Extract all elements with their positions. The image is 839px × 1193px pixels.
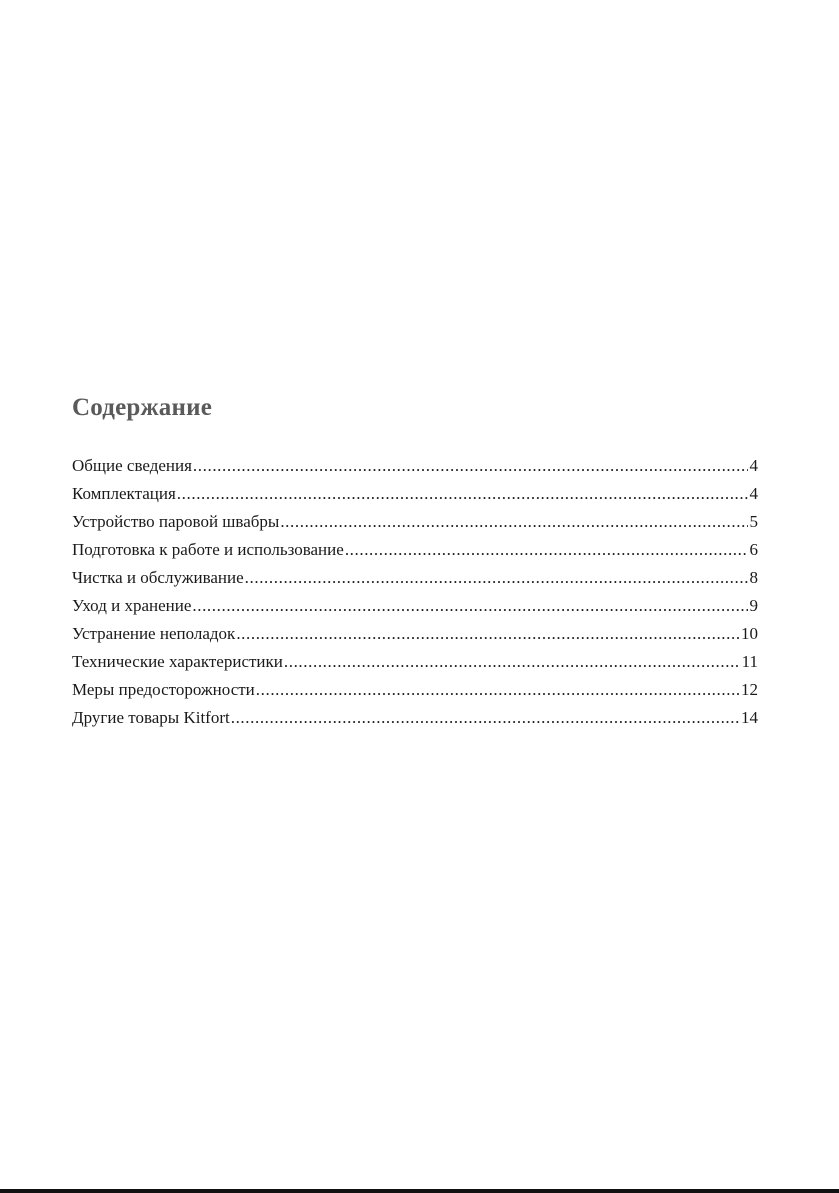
toc-entry[interactable] — [72, 452, 758, 480]
toc-entry[interactable] — [72, 592, 758, 620]
toc-entry-page: 4 — [749, 484, 758, 503]
dot-leader — [256, 676, 739, 704]
toc-entry[interactable] — [72, 620, 758, 648]
dot-leader — [345, 536, 748, 564]
dot-leader — [280, 508, 747, 536]
toc-entry[interactable] — [72, 564, 758, 592]
toc-entry-page: 11 — [741, 652, 758, 671]
toc-entry-page: 4 — [749, 456, 758, 475]
dot-leader — [177, 480, 748, 508]
table-of-contents — [72, 452, 758, 732]
toc-title: Содержание — [72, 394, 213, 421]
toc-entry-page: 5 — [749, 512, 758, 531]
dot-leader — [231, 704, 739, 732]
toc-entry-label: Устранение неполадок — [72, 624, 236, 643]
dot-leader — [284, 648, 740, 676]
toc-entry-page: 14 — [741, 708, 758, 727]
toc-entry-page: 6 — [749, 540, 758, 559]
toc-entry-label: Меры предосторожности — [72, 680, 255, 699]
toc-entry[interactable] — [72, 648, 758, 676]
toc-entry-page: 12 — [741, 680, 758, 699]
toc-entry-label: Другие товары Kitfort — [72, 708, 230, 727]
toc-entry-label: Чистка и обслуживание — [72, 568, 244, 587]
toc-entry[interactable] — [72, 480, 758, 508]
toc-entry-label: Подготовка к работе и использование — [72, 540, 344, 559]
toc-entry-page: 8 — [749, 568, 758, 587]
toc-entry[interactable] — [72, 676, 758, 704]
toc-entry-label: Уход и хранение — [72, 596, 192, 615]
toc-entry[interactable] — [72, 536, 758, 564]
toc-entry-page: 10 — [741, 624, 758, 643]
toc-entry-label: Технические характеристики — [72, 652, 283, 671]
dot-leader — [192, 592, 747, 620]
page-bottom-border — [0, 1189, 839, 1193]
dot-leader — [193, 452, 748, 480]
toc-entry-page: 9 — [749, 596, 758, 615]
toc-entry-label: Комплектация — [72, 484, 176, 503]
toc-entry-label: Устройство паровой швабры — [72, 512, 280, 531]
dot-leader — [236, 620, 739, 648]
toc-entry[interactable] — [72, 508, 758, 536]
dot-leader — [245, 564, 748, 592]
toc-entry[interactable] — [72, 704, 758, 732]
toc-entry-label: Общие сведения — [72, 456, 192, 475]
